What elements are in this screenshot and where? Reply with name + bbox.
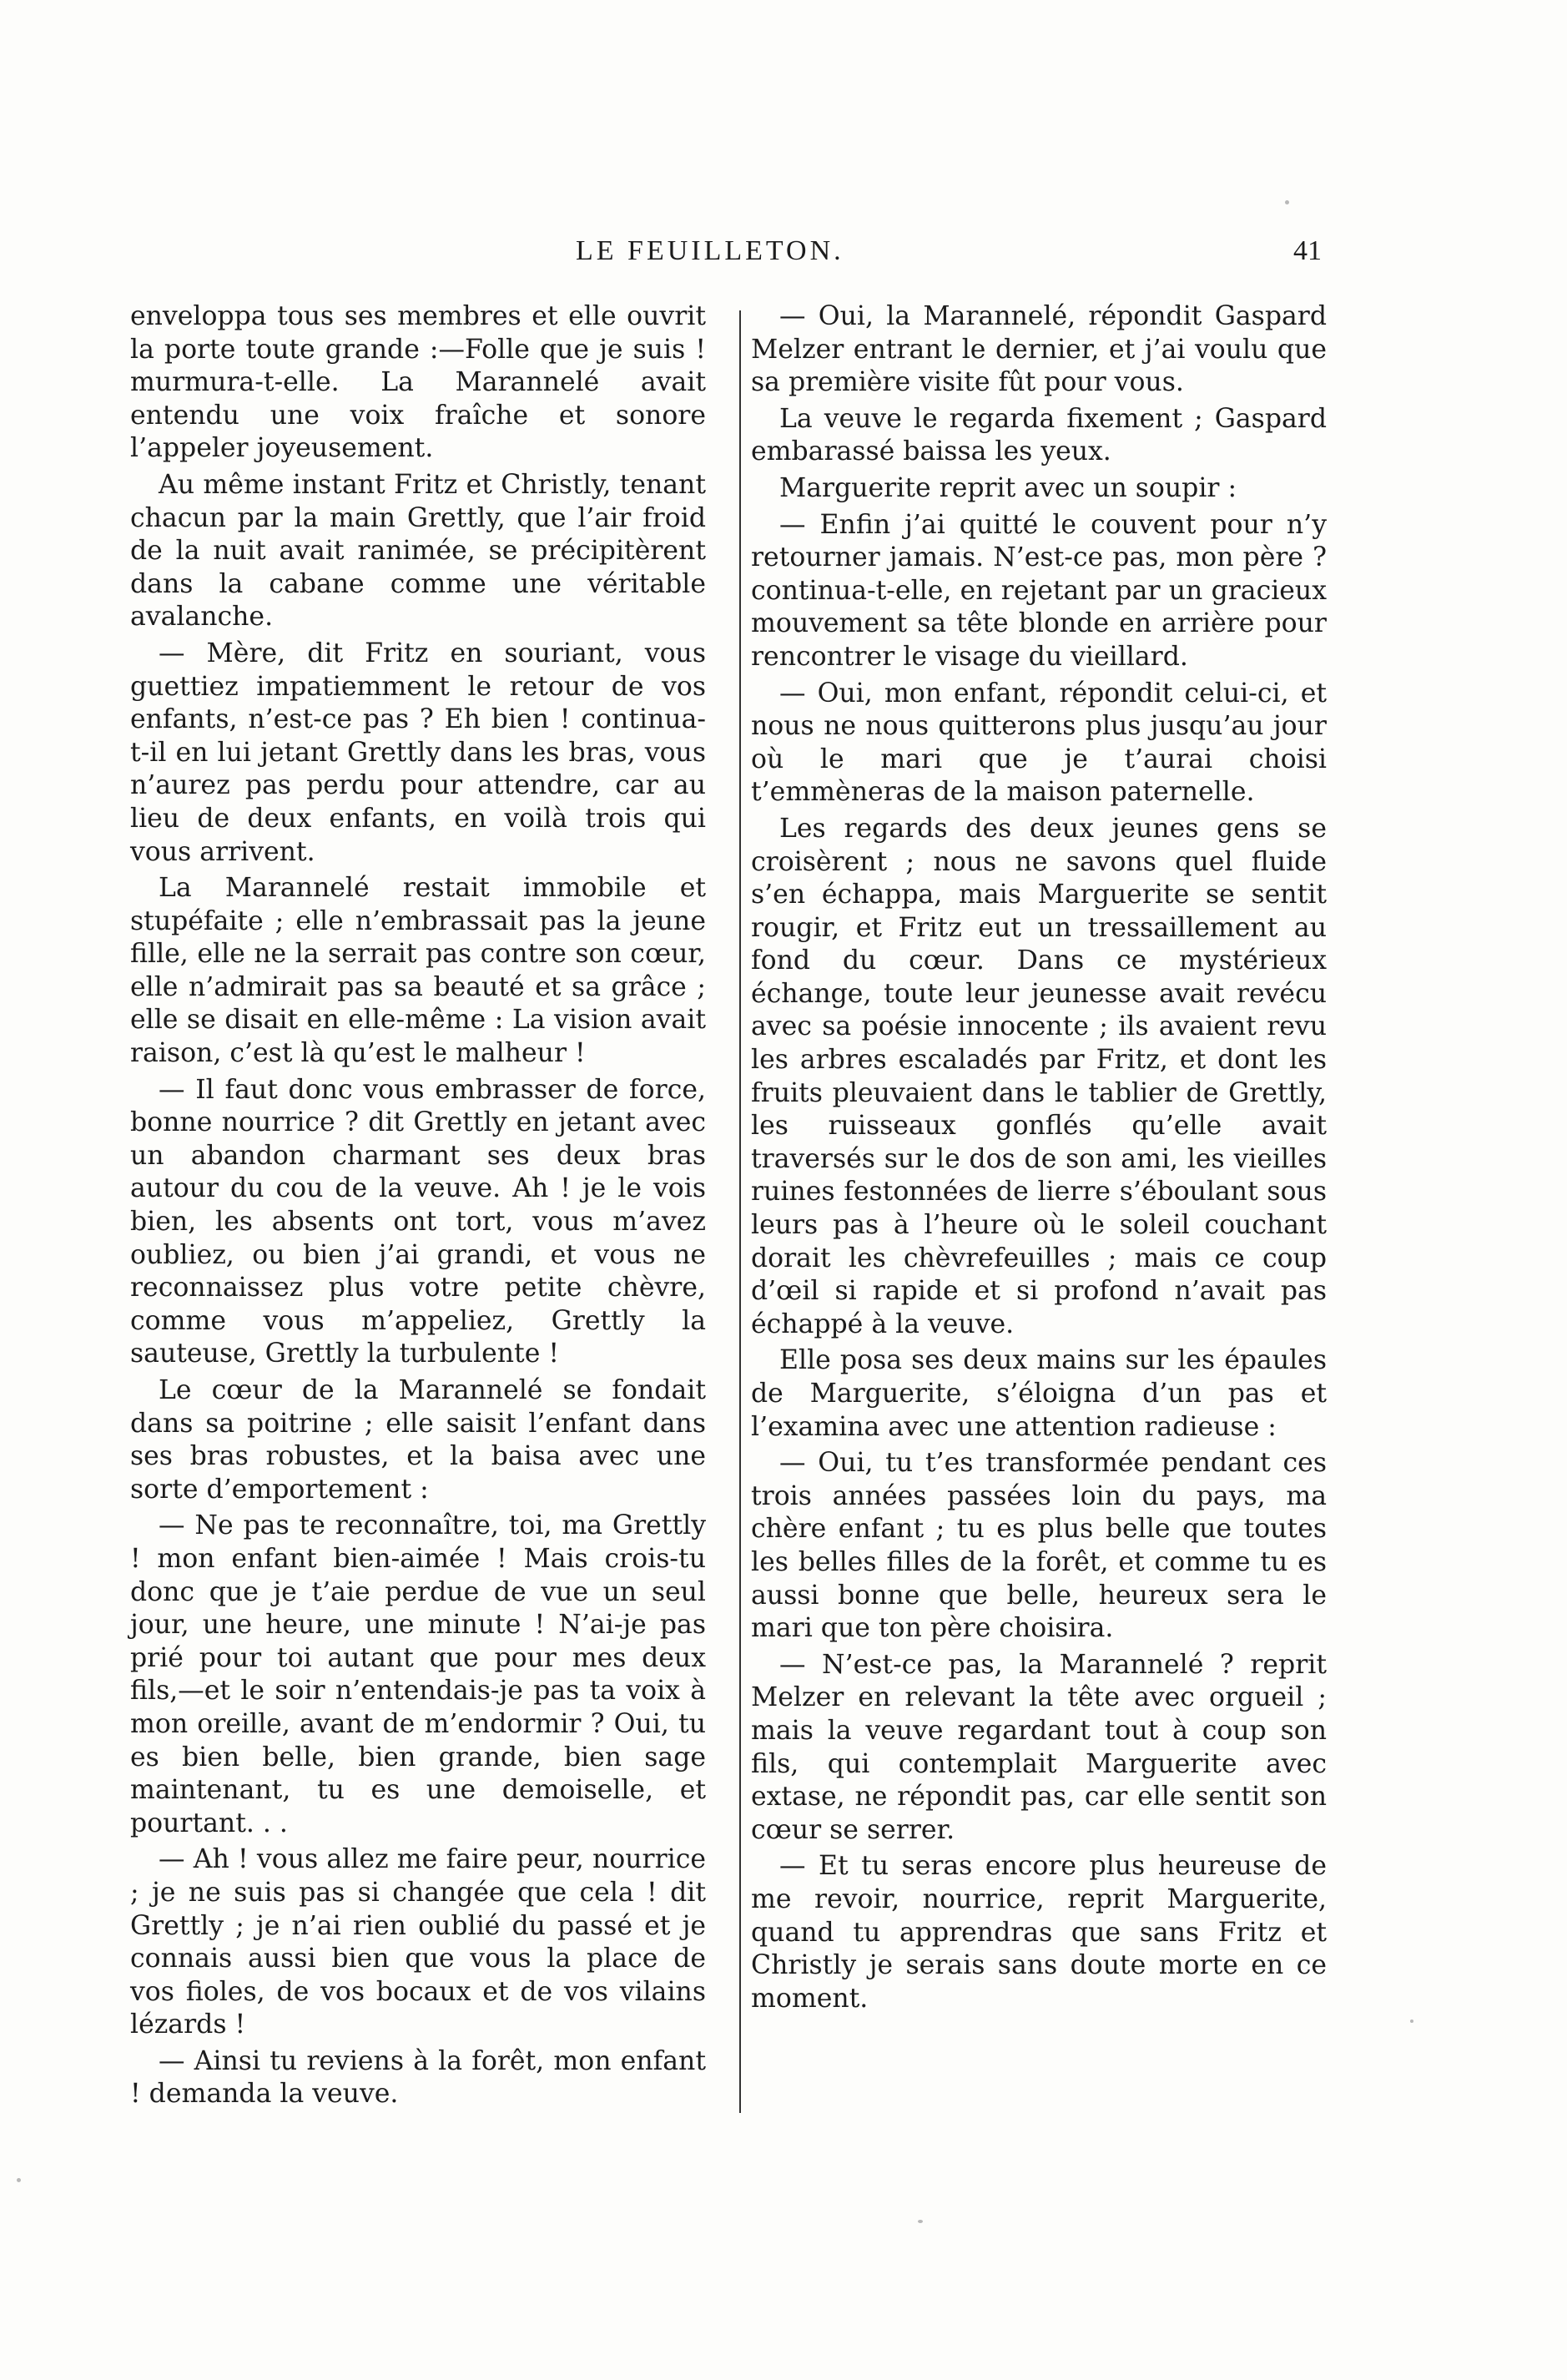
left-paragraph-1: enveloppa tous ses membres et elle ouvrit la porte toute grande :—Folle que je suis ! murmura-t-elle. La Marannelé avait entendu une voix fraîche et sonore l’appeler joyeusement. <box>130 301 706 464</box>
right-paragraph-7: Elle posa ses deux mains sur les épaules de Marguerite, s’éloigna d’un pas et l’examina avec une attention radieuse : <box>751 1345 1327 1442</box>
left-paragraph-4: La Marannelé restait immobile et stupéfaite ; elle n’embrassait pas la jeune fille, elle ne la serrait pas contre son cœur, elle n’admirait pas sa beauté et sa grâce ; elle se disait en elle-même : La vision avait raison, c’est là qu’est le malheur ! <box>130 873 706 1069</box>
ink-speck <box>1410 2019 1413 2023</box>
left-paragraph-6: Le cœur de la Marannelé se fondait dans sa poitrine ; elle saisit l’enfant dans ses bras robustes, et la baisa avec une sorte d’emportement : <box>130 1375 706 1505</box>
left-text-column <box>130 300 706 2115</box>
right-paragraph-2: La veuve le regarda fixement ; Gaspard embarassé baissa les yeux. <box>751 403 1327 467</box>
right-paragraph-1: — Oui, la Marannelé, répondit Gaspard Melzer entrant le dernier, et j’ai voulu que sa première visite fût pour vous. <box>751 301 1327 398</box>
page-number: 41 <box>1293 235 1322 266</box>
running-header-title: LE FEUILLETON. <box>576 235 844 266</box>
left-paragraph-3: — Mère, dit Fritz en souriant, vous guettiez impatiemment le retour de vos enfants, n’est-ce pas ? Eh bien ! continua-t-il en lui jetant Grettly dans les bras, vous n’aurez pas perdu pour attendre, car au lieu de deux enfants, en voilà trois qui vous arrivent. <box>130 638 706 867</box>
left-paragraph-9: — Ainsi tu reviens à la forêt, mon enfant ! demanda la veuve. <box>130 2045 706 2110</box>
right-paragraph-8: — Oui, tu t’es transformée pendant ces trois années passées loin du pays, ma chère enfant ; tu es plus belle que toutes les belles filles de la forêt, et comme tu es aussi bonne que belle, heureux sera le mari que ton père choisira. <box>751 1448 1327 1644</box>
ink-speck <box>1285 200 1289 204</box>
right-paragraph-9: — N’est-ce pas, la Marannelé ? reprit Melzer en relevant la tête avec orgueil ; mais la veuve regardant tout à coup son fils, qui contemplait Marguerite avec extase, ne répondit pas, car elle sentit son cœur se serrer. <box>751 1649 1327 1845</box>
left-paragraph-2: Au même instant Fritz et Christly, tenant chacun par la main Grettly, que l’air froid de la nuit avait ranimée, se précipitèrent dans la cabane comme une véritable avalanche. <box>130 469 706 633</box>
right-paragraph-6: Les regards des deux jeunes gens se croisèrent ; nous ne savons quel fluide s’en échappa, mais Marguerite se sentit rougir, et Fritz eut un tressaillement au fond du cœur. Dans ce mystérieux échange, toute leur jeunesse avait revécu avec sa poésie innocente ; ils avaient revu les arbres escaladés par Fritz, et dont les fruits pleuvaient dans le tablier de Grettly, les ruisseaux gonflés qu’elle avait traversés sur le dos de son ami, les vieilles ruines festonnées de lierre s’éboulant sous leurs pas à l’heure où le soleil couchant dorait les chèvrefeuilles ; mais ce coup d’œil si rapide et si profond n’avait pas échappé à la veuve. <box>751 813 1327 1339</box>
right-paragraph-3: Marguerite reprit avec un soupir : <box>779 472 1237 503</box>
left-paragraph-7: — Ne pas te reconnaître, toi, ma Grettly ! mon enfant bien-aimée ! Mais crois-tu donc que je t’aie perdue de vue un seul jour, une heure, une minute ! N’ai-je pas prié pour toi autant que pour mes deux fils,—et le soir n’entendais-je pas ta voix à mon oreille, avant de m’endormir ? Oui, tu es bien belle, bien grande, bien sage maintenant, tu es une demoiselle, et pourtant. . . <box>130 1510 706 1838</box>
right-paragraph-10: — Et tu seras encore plus heureuse de me revoir, nourrice, reprit Marguerite, quand tu apprendras que sans Fritz et Christly je serais sans doute morte en ce moment. <box>751 1851 1327 2014</box>
left-paragraph-8: — Ah ! vous allez me faire peur, nourrice ; je ne suis pas si changée que cela ! dit Grettly ; je n’ai rien oublié du passé et je connais aussi bien que vous la place de vos fioles, de vos bocaux et de vos vilains lézards ! <box>130 1844 706 2040</box>
ink-speck <box>918 2220 923 2223</box>
right-paragraph-4: — Enfin j’ai quitté le couvent pour n’y retourner jamais. N’est-ce pas, mon père ? continua-t-elle, en rejetant par un gracieux mouvement sa tête blonde en arrière pour rencontrer le visage du vieillard. <box>751 509 1327 672</box>
ink-speck <box>17 2178 21 2182</box>
right-text-column <box>751 300 1327 2019</box>
right-paragraph-5: — Oui, mon enfant, répondit celui-ci, et nous ne nous quitterons plus jusqu’au jour où le mari que je t’aurai choisi t’emmèneras de la maison paternelle. <box>751 678 1327 808</box>
left-paragraph-5: — Il faut donc vous embrasser de force, bonne nourrice ? dit Grettly en jetant avec un abandon charmant ses deux bras autour du cou de la veuve. Ah ! je le vois bien, les absents ont tort, vous m’avez oubliez, ou bien j’ai grandi, et vous ne reconnaissez plus votre petite chèvre, comme vous m’appeliez, Grettly la sauteuse, Grettly la turbulente ! <box>130 1074 706 1369</box>
column-divider <box>739 310 741 2113</box>
